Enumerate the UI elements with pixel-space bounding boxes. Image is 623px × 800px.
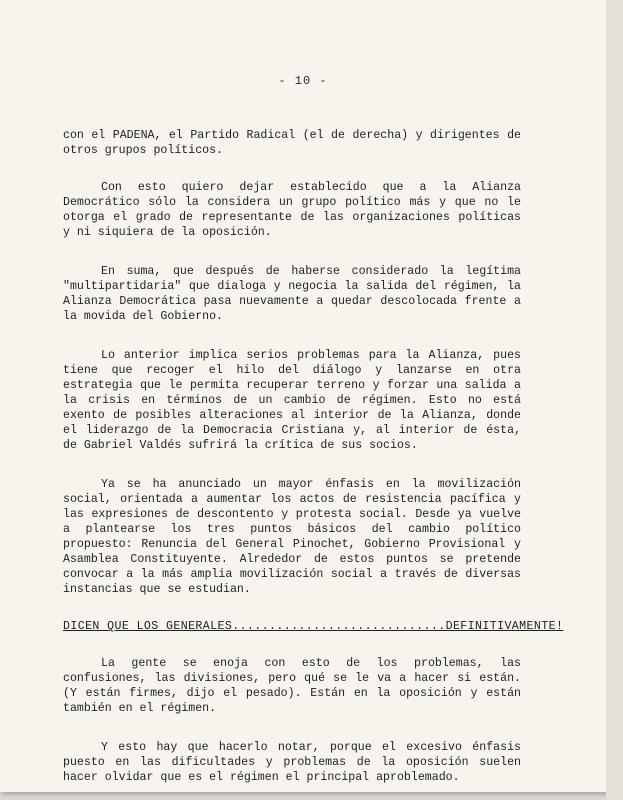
paragraph-2: Con esto quiero dejar establecido que a la Alianza Democrático sólo la considera un grupo político más y que no le otorga el grado de representante de las organizaciones políticas y ni siquiera de la oposición. xyxy=(63,181,521,239)
page-number: - 10 - xyxy=(278,74,328,88)
section-heading: DICEN QUE LOS GENERALES.............................DEFINITIVAMENTE! xyxy=(63,620,564,633)
paragraph-7: Y esto hay que hacerlo notar, porque el excesivo énfasis puesto en las dificultades y problemas de la oposición suelen hacer olvidar que es el régimen el principal aproblemado. xyxy=(63,741,521,784)
paragraph-6: La gente se enoja con esto de los problemas, las confusiones, las divisiones, pero qué se le va a hacer si están. (Y están firmes, dijo el pesado). Están en la oposición y están también en el régimen. xyxy=(63,657,521,715)
paragraph-1: con el PADENA, el Partido Radical (el de derecha) y dirigentes de otros grupos políticos. xyxy=(63,129,521,157)
paragraph-4: Lo anterior implica serios problemas para la Alianza, pues tiene que recoger el hilo del diálogo y lanzarse en otra estrategia que le permita recuperar terreno y forzar una salida a la crisis en términos de un cambio de régimen. Esto no está exento de posibles alteraciones al interior de la Alianza, donde el liderazgo de la Democracia Cristiana y, al interior de ésta, de Gabriel Valdés sufrirá la crítica de sus socios. xyxy=(63,349,521,452)
paragraph-5: Ya se ha anunciado un mayor énfasis en la movilización social, orientada a aumentar los actos de resistencia pacífica y las expresiones de descontento y protesta social. Desde ya vuelve a plantearse los tres puntos básicos del cambio político propuesto: Renuncia del General Pinochet, Gobierno Provisional y Asamblea Constituyente. Alrededor de estos puntos se pretende convocar a la más amplia movilización social a través de diversas instancias que se estudian. xyxy=(63,478,521,596)
body-text xyxy=(63,128,564,785)
page-edge xyxy=(606,0,623,800)
paragraph-3: En suma, que después de haberse considerado la legítima "multipartidaria" que dialoga y negocia la salida del régimen, la Alianza Democrática pasa nuevamente a quedar descolocada frente a la movida del Gobierno. xyxy=(63,265,521,323)
